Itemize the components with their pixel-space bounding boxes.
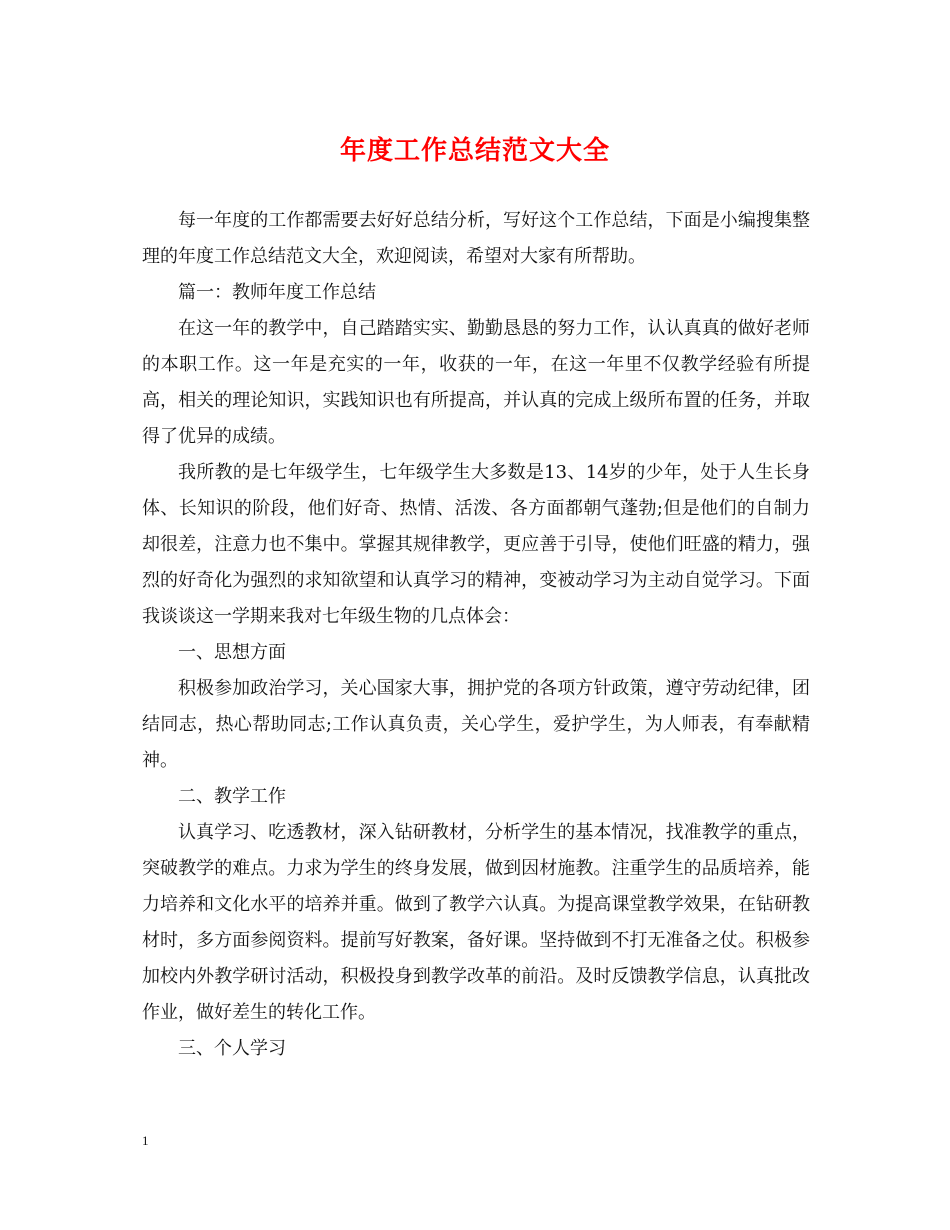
paragraph-intro: 每一年度的工作都需要去好好总结分析，写好这个工作总结，下面是小编搜集整理的年度工作总结范文大全，欢迎阅读，希望对大家有所帮助。 xyxy=(142,210,810,267)
paragraph-teaching-work: 认真学习、吃透教材，深入钻研教材，分析学生的基本情况，找准教学的重点，突破教学的难点。力求为学生的终身发展，做到因材施教。注重学生的品质培养，能力培养和文化水平的培养并重。做到了教学六认真。为提高课堂教学效果，在钻研教材时，多方面参阅资料。提前写好教案，备好课。坚持做到不打无准备之仗。积极参加校内外教学研讨活动，积极投身到教学改革的前沿。及时反馈教学信息，认真批改作业，做好差生的转化工作。 xyxy=(142,822,810,1023)
paragraph-teaching-year: 在这一年的教学中，自己踏踏实实、勤勤恳恳的努力工作，认认真真的做好老师的本职工作。这一年是充实的一年，收获的一年，在这一年里不仅教学经验有所提高，相关的理论知识，实践知识也有所提高，并认真的完成上级所布置的任务，并取得了优异的成绩。 xyxy=(142,318,810,447)
page-number: 1 xyxy=(142,1133,149,1148)
paragraph-students: 我所教的是七年级学生，七年级学生大多数是13、14岁的少年，处于人生长身体、长知识的阶段，他们好奇、热情、活泼、各方面都朝气蓬勃;但是他们的自制力却很差，注意力也不集中。掌握其规律教学，更应善于引导，使他们旺盛的精力，强烈的好奇化为强烈的求知欲望和认真学习的精神，变被动学习为主动自觉学习。下面我谈谈这一学期来我对七年级生物的几点体会： xyxy=(142,462,810,627)
section-heading-part-one: 篇一：教师年度工作总结 xyxy=(178,282,376,303)
paragraph-thought: 积极参加政治学习，关心国家大事，拥护党的各项方针政策，遵守劳动纪律，团结同志，热心帮助同志;工作认真负责，关心学生，爱护学生，为人师表，有奉献精神。 xyxy=(142,678,810,771)
document-title: 年度工作总结范文大全 xyxy=(339,136,610,166)
section-heading-personal-study: 三、个人学习 xyxy=(178,1038,286,1059)
section-heading-thought: 一、思想方面 xyxy=(178,642,286,663)
document-body xyxy=(142,203,810,1067)
section-heading-teaching-work: 二、教学工作 xyxy=(178,786,286,807)
